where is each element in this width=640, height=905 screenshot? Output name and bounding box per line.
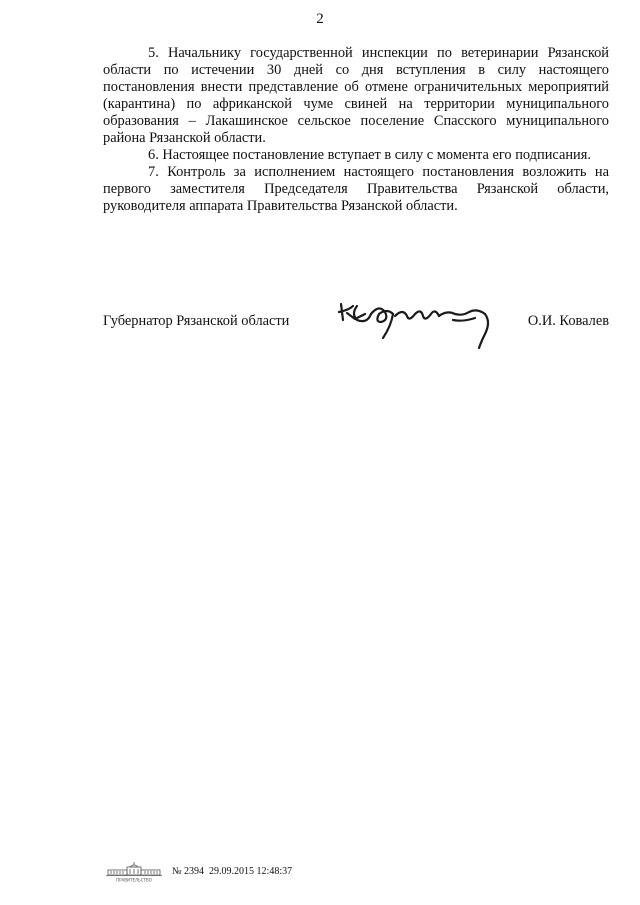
government-building-icon	[104, 861, 164, 883]
page-number: 2	[316, 11, 324, 27]
paragraph-7: 7. Контроль за исполнением настоящего постановления возложить на первого заместителя Председателя Правительства Рязанской области, руководителя аппарата Правительства Рязанской области.	[103, 164, 609, 214]
paragraph-6: 6. Настоящее постановление вступает в силу с момента его подписания.	[148, 147, 591, 163]
registration-number: № 2394	[172, 866, 205, 877]
document-body	[103, 45, 609, 215]
signature-block	[103, 300, 609, 350]
handwritten-signature-icon	[335, 300, 505, 350]
emblem-caption: ПРАВИТЕЛЬСТВО	[116, 877, 152, 883]
signatory-name: О.И. Ковалев	[527, 313, 609, 329]
signatory-position: Губернатор Рязанской области	[103, 313, 290, 329]
registration-datetime: 29.09.2015 12:48:37	[209, 866, 293, 877]
registration-stamp	[104, 861, 292, 883]
paragraph-5: 5. Начальнику государственной инспекции по ветеринарии Рязанской области по истечении 30 дней со дня вступления в силу настоящего постановления внести представление об отмене ограничительных мероприятий (карантина) по африканской чуме свиней на территории муниципального образования – Лакашинское сельское поселение Спасского муниципального района Рязанской области.	[103, 45, 609, 146]
